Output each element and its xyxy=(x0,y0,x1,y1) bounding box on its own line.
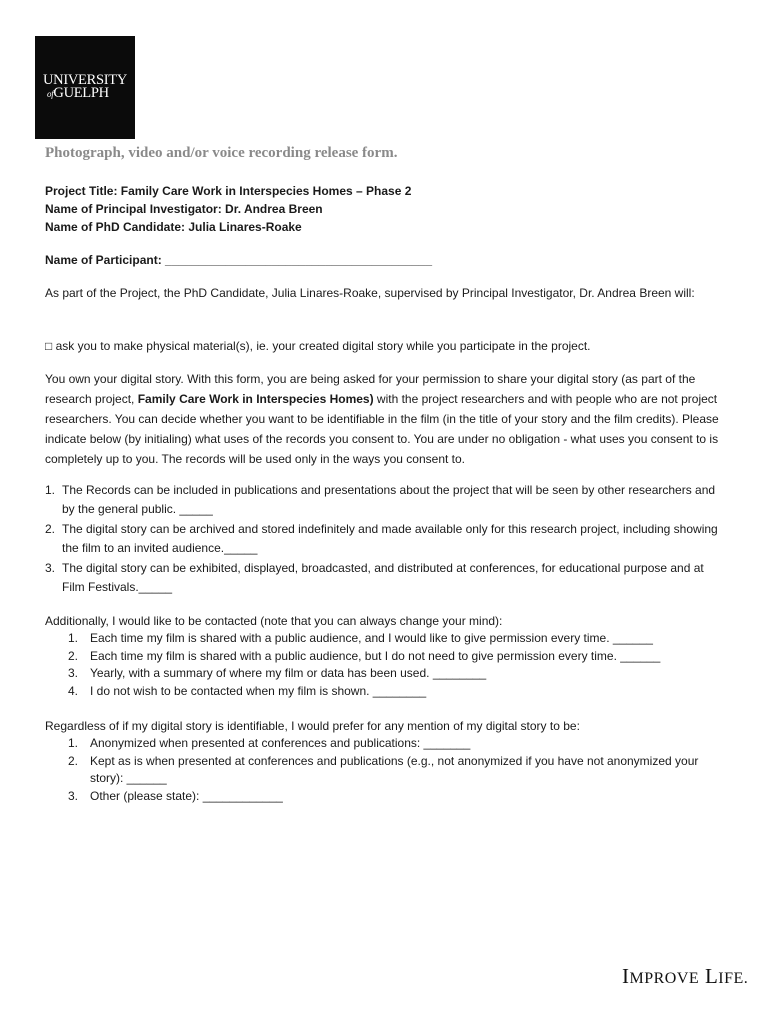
list-item-text: The digital story can be archived and stored indefinitely and made available only for this research project, including showing the film to an invited audience._____ xyxy=(62,522,718,555)
list-item-number: 2. xyxy=(68,753,79,768)
list-item xyxy=(45,481,725,519)
tagline-l: L xyxy=(704,964,719,988)
list-item xyxy=(45,520,725,558)
contact-list xyxy=(45,630,725,700)
project-title: Project Title: Family Care Work in Interspecies Homes – Phase 2 xyxy=(45,184,412,198)
list-item-text: The digital story can be exhibited, displayed, broadcasted, and distributed at conferences, for educational purpose and at Film Festivals._____ xyxy=(62,561,704,594)
uses-list xyxy=(45,481,725,598)
list-item xyxy=(45,630,725,648)
logo-line-guelph xyxy=(47,86,109,101)
ownership-part2: with the project researchers and with people who are not project researchers. You can decide whether you want to be identifiable in the film (in the title of your story and the film credits). Please indicate below (by initialing) what uses of the records you consent to. You are under no obligation - what uses you consent to is completely up to you. The records will be used only in the ways you consent to. xyxy=(45,392,719,466)
logo-line-university: UNIVERSITY xyxy=(43,72,127,88)
ownership-project-bold: Family Care Work in Interspecies Homes) xyxy=(137,392,374,406)
logo-of: of xyxy=(47,89,54,99)
phd-candidate: Name of PhD Candidate: Julia Linares-Roake xyxy=(45,220,302,234)
contact-section xyxy=(45,612,725,700)
tagline-mprove: MPROVE xyxy=(629,970,700,987)
participant-field[interactable] xyxy=(45,251,432,269)
mention-list xyxy=(45,735,725,805)
form-title: Photograph, video and/or voice recording release form. xyxy=(45,145,398,161)
list-item-number: 3. xyxy=(68,666,79,680)
list-item xyxy=(45,683,725,701)
intro-paragraph: As part of the Project, the PhD Candidate, Julia Linares-Roake, supervised by Principal Investigator, Dr. Andrea Breen will: xyxy=(45,286,695,300)
checkbox-icon[interactable]: □ xyxy=(45,339,53,353)
list-item-text: Each time my film is shared with a public audience, and I would like to give permission every time. ______ xyxy=(90,631,653,645)
list-item xyxy=(45,559,725,597)
check-item-text: ask you to make physical material(s), ie. your created digital story while you participate in the project. xyxy=(55,339,591,353)
list-item-text: Anonymized when presented at conferences and publications: _______ xyxy=(90,736,471,750)
participant-label: Name of Participant: xyxy=(45,253,162,267)
mention-section xyxy=(45,717,725,805)
list-item-number: 2. xyxy=(45,522,56,536)
list-item-number: 4. xyxy=(68,683,79,698)
list-item-number: 1. xyxy=(68,631,79,645)
logo-guelph: GUELPH xyxy=(53,85,109,101)
tagline-i: I xyxy=(622,964,630,988)
list-item xyxy=(45,753,725,788)
improve-life-tagline xyxy=(622,964,748,989)
list-item-text: I do not wish to be contacted when my film is shown. ________ xyxy=(90,683,427,698)
list-item-number: 3. xyxy=(45,561,56,575)
list-item xyxy=(45,665,725,683)
list-item xyxy=(45,735,725,753)
list-item-number: 1. xyxy=(45,483,56,497)
principal-investigator: Name of Principal Investigator: Dr. Andrea Breen xyxy=(45,202,323,216)
list-item-text: Yearly, with a summary of where my film or data has been used. ________ xyxy=(90,666,487,680)
list-item-number: 2. xyxy=(68,648,79,663)
list-item-text: Kept as is when presented at conferences and publications (e.g., not anonymized if you have not anonymized your story): ______ xyxy=(90,753,699,785)
list-item-number: 3. xyxy=(68,788,79,803)
list-item xyxy=(45,788,725,806)
list-item xyxy=(45,648,725,666)
list-item-text: Other (please state): ____________ xyxy=(90,788,283,803)
mention-lead: Regardless of if my digital story is identifiable, I would prefer for any mention of my digital story to be: xyxy=(45,719,580,733)
ownership-paragraph xyxy=(45,369,730,469)
university-logo xyxy=(35,36,135,139)
contact-lead: Additionally, I would like to be contacted (note that you can always change your mind): xyxy=(45,614,503,628)
list-item-number: 1. xyxy=(68,736,79,750)
participant-blank[interactable]: ________________________________________ xyxy=(165,253,432,267)
check-item xyxy=(45,337,591,355)
list-item-text: The Records can be included in publications and presentations about the project that will be seen by other researchers and by the general public. _____ xyxy=(62,483,716,516)
project-meta xyxy=(45,182,411,236)
tagline-ife: IFE. xyxy=(718,970,749,987)
ownership-part1: You own your digital story. With this form, you are being asked for your permission to share your digital story (as part of the research project, xyxy=(45,372,696,406)
list-item-text: Each time my film is shared with a public audience, but I do not need to give permission every time. ______ xyxy=(90,648,661,663)
